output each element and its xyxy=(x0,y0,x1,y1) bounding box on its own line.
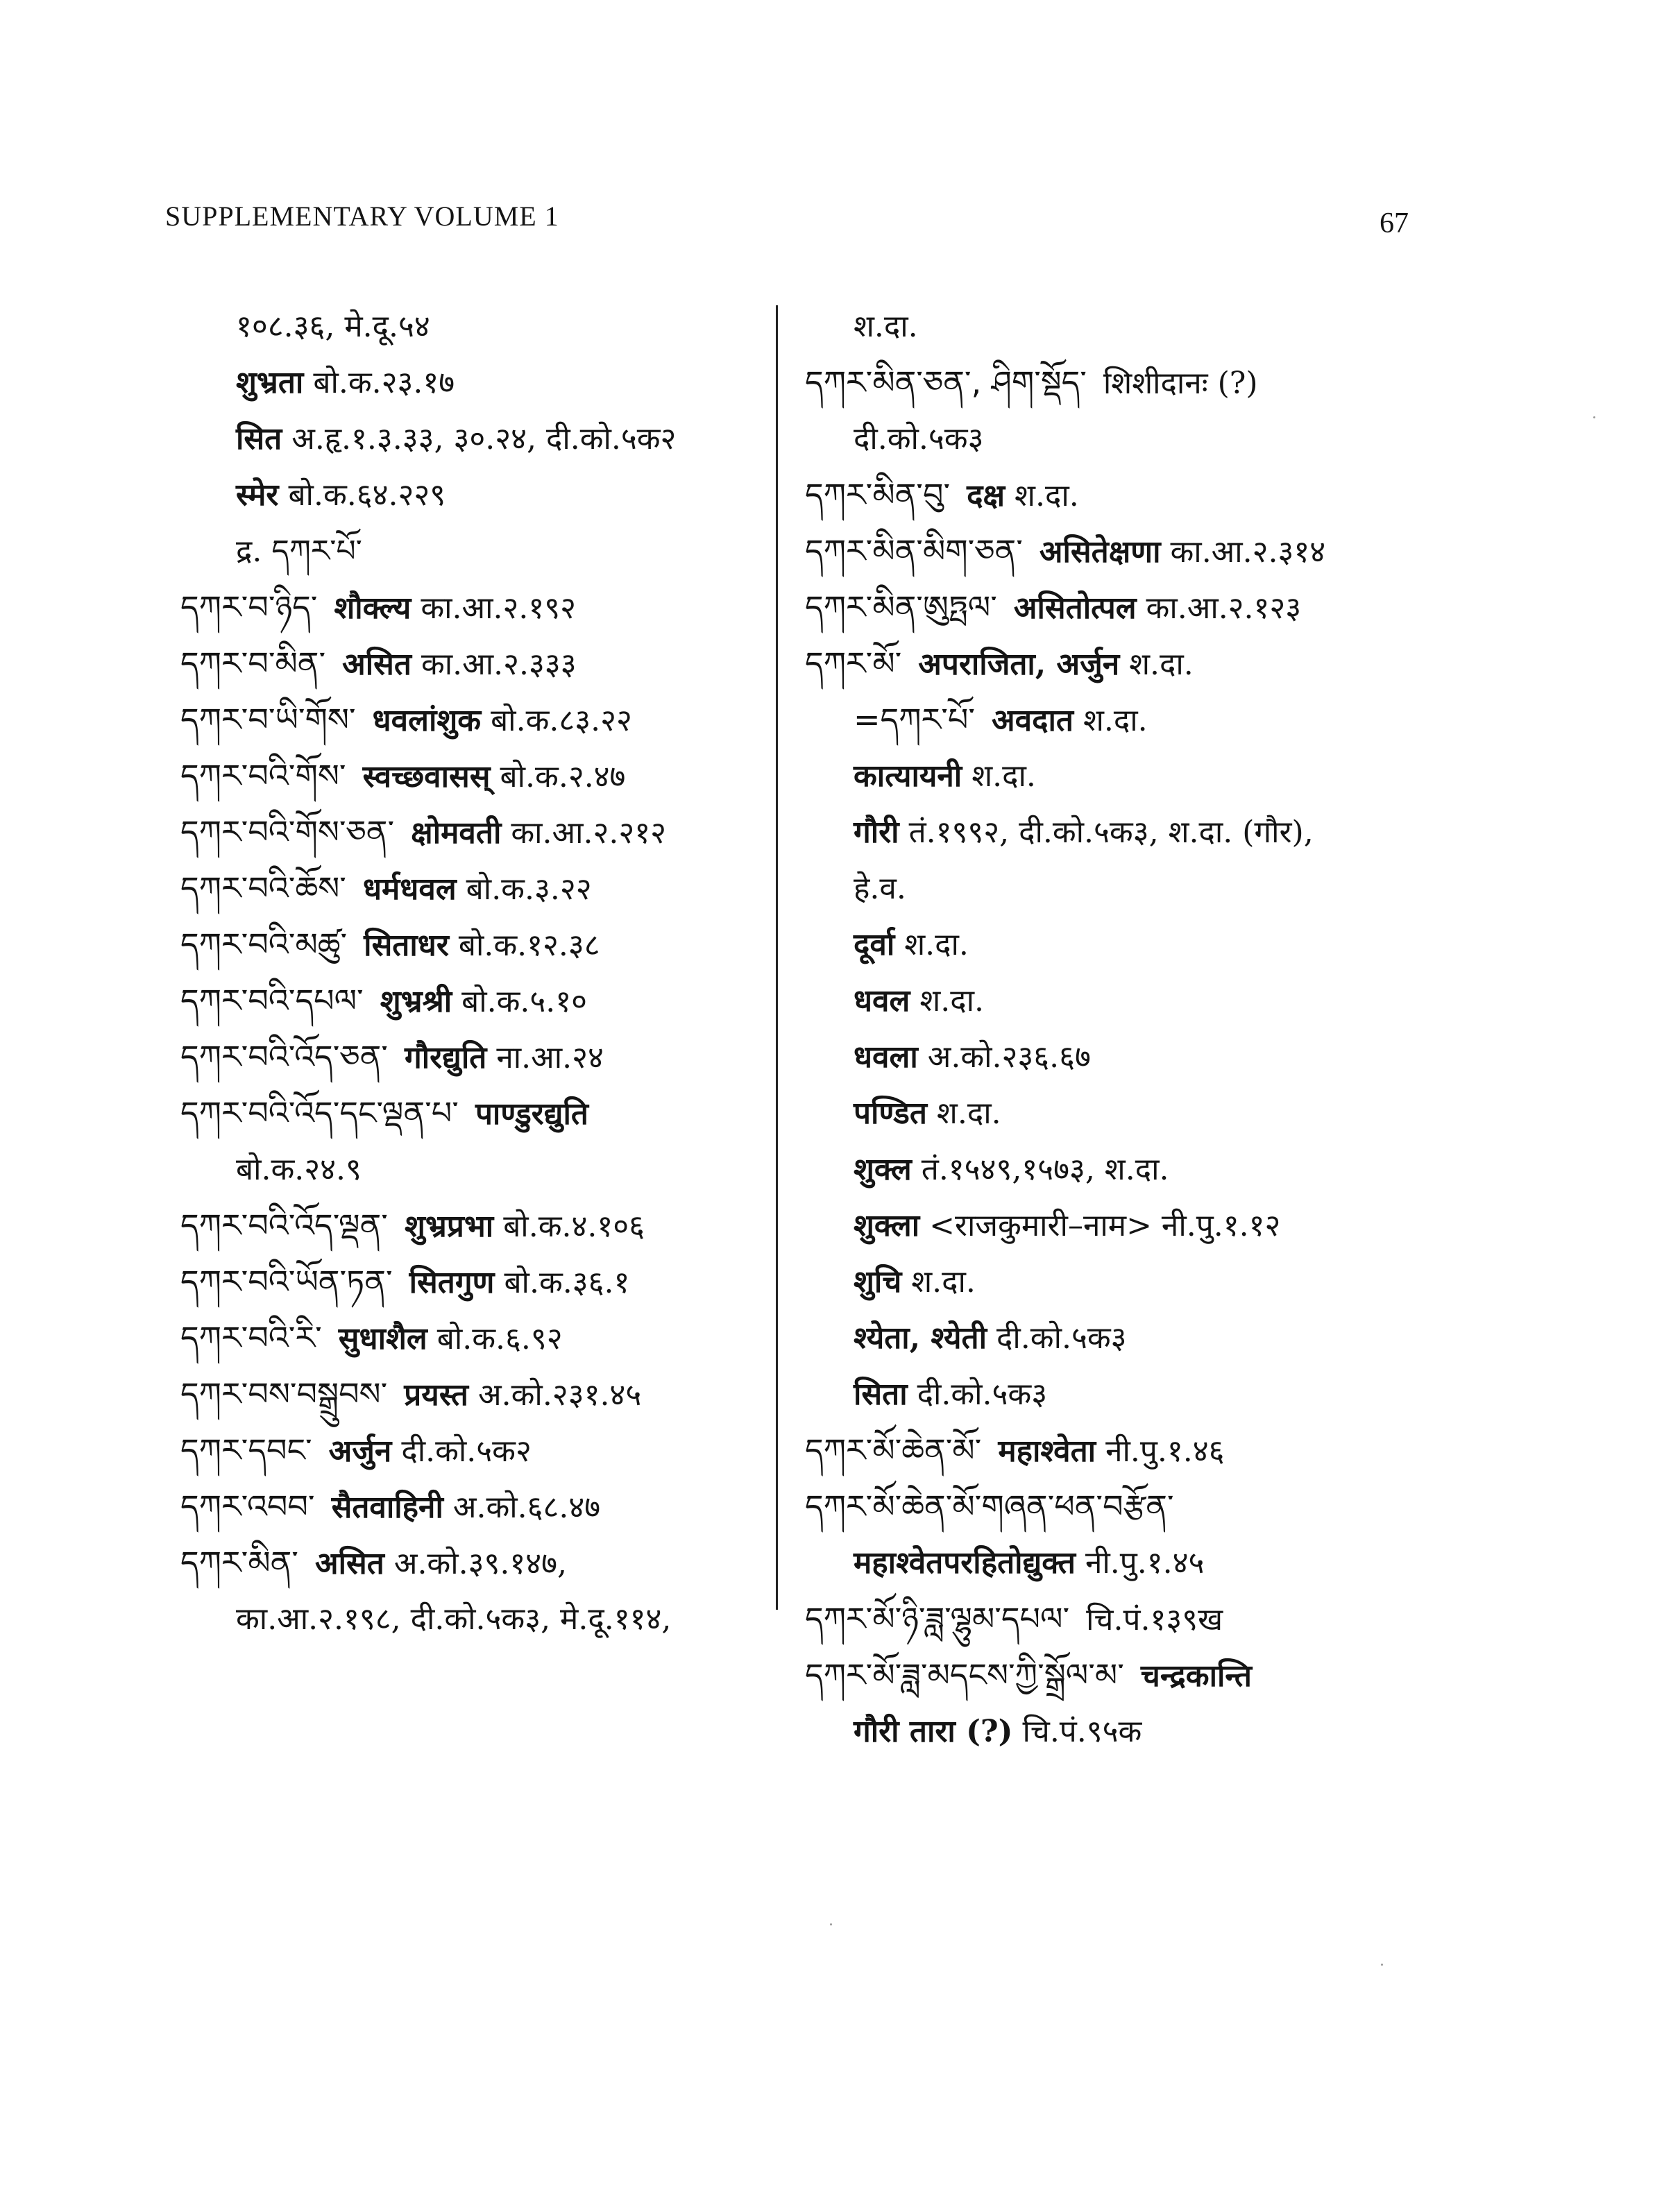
entry-line xyxy=(805,692,1429,748)
source-reference: <राजकुमारी–नाम> नी.पु.१.१२ xyxy=(929,1208,1281,1243)
tibetan-headword: དཀར་བ་མིན་ xyxy=(180,645,326,682)
source-reference: का.आ.२.३१४ xyxy=(1170,534,1326,570)
source-reference: का.आ.२.१२३ xyxy=(1146,590,1302,626)
source-reference: द्र. དཀར་པོ་ xyxy=(236,534,362,569)
tibetan-headword: དཀར་མོ་ཟླ་མདངས་ཀྱི་སྒྲོལ་མ་ xyxy=(805,1656,1124,1694)
entry-line xyxy=(180,298,777,355)
entry-line xyxy=(180,860,777,917)
sanskrit-term: धवल xyxy=(854,983,910,1019)
source-reference: चि.पं.१३९ख xyxy=(1086,1602,1223,1637)
source-reference: अ.को.२३६.६७ xyxy=(927,1039,1091,1075)
sanskrit-term: शुक्ल xyxy=(854,1152,912,1187)
entry-line xyxy=(180,467,777,523)
sanskrit-term: धर्मधवल xyxy=(362,871,457,907)
sanskrit-term: क्षोमवती xyxy=(411,815,502,851)
sanskrit-term: पाण्डुरद्युति xyxy=(475,1096,588,1132)
entry-line xyxy=(180,1029,777,1085)
entry-line xyxy=(805,1029,1429,1085)
tibetan-headword: དཀར་བའི་དཔལ་ xyxy=(180,982,364,1019)
entry-line xyxy=(180,1310,777,1366)
sanskrit-term: अपराजिता, अर्जुन xyxy=(918,647,1120,682)
tibetan-headword: དཀར་བས་བསྒྲུབས་ xyxy=(180,1375,388,1413)
entry-line xyxy=(805,1647,1429,1703)
sanskrit-term: कात्यायनी xyxy=(854,758,962,794)
source-reference: बो.क.१२.३८ xyxy=(458,928,600,963)
source-reference: दी.को.५क३ xyxy=(917,1377,1048,1412)
scan-speck xyxy=(1593,416,1595,418)
tibetan-headword: =དཀར་པོ་ xyxy=(854,701,976,738)
entry-line xyxy=(805,860,1429,917)
source-reference: दी.को.५क३ xyxy=(996,1320,1127,1356)
entry-line xyxy=(180,579,777,636)
tibetan-headword: དཀར་བའི་འོད་ལྡན་ xyxy=(180,1207,388,1244)
sanskrit-term: धवला xyxy=(854,1039,918,1075)
sanskrit-term: पण्डित xyxy=(854,1096,927,1131)
source-reference: बो.क.४.१०६ xyxy=(503,1209,645,1244)
source-reference: बो.क.२३.१७ xyxy=(313,365,455,400)
sanskrit-term: शुक्ला xyxy=(854,1208,920,1243)
entry-line xyxy=(805,748,1429,804)
source-reference: श.दा. xyxy=(1083,703,1148,738)
source-reference: श.दा. xyxy=(904,927,969,962)
source-reference: बो.क.२४.९ xyxy=(236,1152,362,1187)
sanskrit-term: असित xyxy=(314,1546,384,1581)
page-number: 67 xyxy=(1380,207,1409,239)
source-reference: अ.हृ.१.३.३३, ३०.२४, दी.को.५क२ xyxy=(291,421,677,457)
entry-line xyxy=(180,804,777,860)
sanskrit-term: असितेक्षणा xyxy=(1039,534,1161,570)
source-reference: हे.व. xyxy=(854,871,906,906)
source-reference: १०८.३६, मे.दू.५४ xyxy=(236,309,430,344)
entry-line xyxy=(805,1366,1429,1422)
entry-line xyxy=(805,1198,1429,1254)
source-reference: श.दा. xyxy=(936,1096,1001,1131)
sanskrit-term: सिताधर xyxy=(364,928,449,963)
tibetan-headword: དཀར་མིན་མིག་ཅན་ xyxy=(805,532,1023,570)
right-column xyxy=(805,298,1429,1760)
tibetan-headword: དཀར་བའི་ཡོན་ཏན་ xyxy=(180,1263,393,1300)
tibetan-headword: དཀར་བ་ཉིད་ xyxy=(180,588,318,626)
entry-line xyxy=(180,1479,777,1535)
sanskrit-term: सितगुण xyxy=(409,1265,495,1300)
left-column xyxy=(180,298,777,1647)
tibetan-headword: དཀར་བའི་འོད་ཅན་ xyxy=(180,1038,388,1075)
sanskrit-term: महाश्वेतपरहितोद्युक्त xyxy=(854,1545,1076,1581)
entry-line xyxy=(805,1479,1429,1535)
sanskrit-term: गौरद्युति xyxy=(404,1040,487,1075)
source-reference: श.दा. xyxy=(971,758,1036,794)
entry-line xyxy=(180,1366,777,1422)
sanskrit-term: धवलांशुक xyxy=(372,703,482,738)
scan-speck xyxy=(830,1923,832,1925)
sanskrit-term: गौरी तारा (?) xyxy=(854,1714,1013,1749)
sanskrit-term: सैतवाहिनी xyxy=(331,1490,443,1525)
source-reference: बो.क.६४.२२९ xyxy=(288,477,446,513)
entry-line xyxy=(180,748,777,804)
source-reference: तं.१५४९,१५७३, श.दा. xyxy=(921,1152,1169,1187)
sanskrit-term: दक्ष xyxy=(967,478,1006,513)
entry-line xyxy=(180,1198,777,1254)
entry-line xyxy=(180,523,777,579)
tibetan-headword: དཀར་མིན་ཅན་, ཤིག་སྡོད་ xyxy=(805,364,1087,401)
tibetan-headword: དཀར་མིན་བུ་ xyxy=(805,476,951,513)
source-reference: श.दा. xyxy=(911,1264,976,1300)
tibetan-headword: དཀར་མོ་ཆེན་མོ་ xyxy=(805,1431,982,1469)
source-reference: बो.क.६.९२ xyxy=(436,1321,563,1356)
tibetan-headword: དཀར་བའི་ཆོས་ xyxy=(180,869,346,907)
tibetan-headword: དཀར་མོ་ཆེན་མོ་གཞན་ཕན་བརྩོན་ xyxy=(805,1488,1174,1525)
source-reference: श.दा. xyxy=(919,983,985,1019)
sanskrit-term: स्मेर xyxy=(236,477,279,513)
entry-line xyxy=(805,973,1429,1029)
sanskrit-term: शुभ्रश्री xyxy=(380,984,452,1019)
entry-line xyxy=(805,1085,1429,1141)
entry-line xyxy=(180,1085,777,1141)
source-reference: अ.को.२३१.४५ xyxy=(478,1377,642,1413)
tibetan-headword: དཀར་མིན་ xyxy=(180,1544,298,1581)
entry-line xyxy=(805,1254,1429,1310)
sanskrit-term: असितोत्पल xyxy=(1013,590,1137,626)
source-reference: अ.को.६८.४७ xyxy=(452,1490,601,1525)
entry-line xyxy=(805,1310,1429,1366)
source-reference: बो.क.३.२२ xyxy=(466,871,592,907)
source-reference: नी.पु.१.४६ xyxy=(1105,1433,1225,1469)
source-reference: तं.१९९२, दी.को.५क३, श.दा. (गौर), xyxy=(908,815,1314,850)
entry-line xyxy=(805,298,1429,355)
entry-line xyxy=(180,1254,777,1310)
source-reference: ना.आ.२४ xyxy=(496,1040,604,1075)
entry-line xyxy=(805,411,1429,467)
source-reference: का.आ.२.१९२ xyxy=(421,590,576,626)
tibetan-headword: དཀར་དབང་ xyxy=(180,1431,312,1469)
entry-line xyxy=(180,1591,777,1647)
sanskrit-term: शुभ्रप्रभा xyxy=(404,1209,494,1244)
source-reference: शिशीदानः (?) xyxy=(1103,366,1258,401)
entry-line xyxy=(180,973,777,1029)
source-reference: चि.पं.९५क xyxy=(1022,1714,1142,1749)
sanskrit-term: सिता xyxy=(854,1377,908,1412)
source-reference: का.आ.२.२१२ xyxy=(511,815,666,851)
tibetan-headword: དཀར་བའི་འོད་དང་ལྡན་པ་ xyxy=(180,1094,459,1132)
entry-line xyxy=(805,355,1429,411)
tibetan-headword: དཀར་བའི་གོས་ xyxy=(180,757,346,794)
entry-line xyxy=(805,1422,1429,1479)
sanskrit-term: चन्द्रकान्ति xyxy=(1140,1658,1252,1694)
entry-line xyxy=(180,636,777,692)
tibetan-headword: དཀར་བའི་མཚུ་ xyxy=(180,926,348,963)
entry-line xyxy=(805,1591,1429,1647)
entry-line xyxy=(805,636,1429,692)
entry-line xyxy=(805,1535,1429,1591)
tibetan-headword: དཀར་མོ་ཉི་ཟླ་ལྷུམ་དཔལ་ xyxy=(805,1600,1070,1637)
tibetan-headword: དཀར་འབབ་ xyxy=(180,1488,315,1525)
tibetan-headword: དཀར་བའི་གོས་ཅན་ xyxy=(180,813,395,851)
source-reference: का.आ.२.१९८, दी.को.५क३, मे.दू.११४, xyxy=(236,1601,672,1637)
source-reference: बो.क.५.१० xyxy=(461,984,588,1019)
sanskrit-term: दूर्वा xyxy=(854,927,895,962)
entry-line xyxy=(180,355,777,411)
source-reference: का.आ.२.३३३ xyxy=(421,647,577,682)
entry-line xyxy=(180,692,777,748)
entry-line xyxy=(805,917,1429,973)
sanskrit-term: सित xyxy=(236,421,282,457)
sanskrit-term: सुधाशैल xyxy=(338,1321,427,1356)
entry-line xyxy=(805,523,1429,579)
sanskrit-term: अवदात xyxy=(992,703,1074,738)
sanskrit-term: असित xyxy=(342,647,411,682)
sanskrit-term: प्रयस्त xyxy=(404,1377,469,1413)
sanskrit-term: शौक्ल्य xyxy=(334,590,411,626)
sanskrit-term: स्वच्छवासस् xyxy=(362,759,491,794)
sanskrit-term: अर्जुन xyxy=(328,1433,392,1469)
source-reference: श.दा. xyxy=(1015,478,1079,513)
entry-line xyxy=(180,1422,777,1479)
entry-line xyxy=(805,579,1429,636)
scan-speck xyxy=(1381,1964,1383,1966)
sanskrit-term: महाश्वेता xyxy=(998,1433,1096,1469)
source-reference: नी.पु.१.४५ xyxy=(1085,1545,1205,1581)
source-reference: बो.क.३६.१ xyxy=(504,1265,630,1300)
source-reference: बो.क.२.४७ xyxy=(500,759,626,794)
source-reference: श.दा. xyxy=(1129,647,1194,682)
entry-line xyxy=(805,467,1429,523)
entry-line xyxy=(805,1703,1429,1760)
source-reference: श.दा. xyxy=(854,309,918,344)
source-reference: दी.को.५क३ xyxy=(854,421,984,457)
sanskrit-term: शुचि xyxy=(854,1264,902,1300)
tibetan-headword: དཀར་མིན་ཨུཏྤལ་ xyxy=(805,588,997,626)
source-reference: दी.को.५क२ xyxy=(401,1433,532,1469)
sanskrit-term: गौरी xyxy=(854,815,899,850)
tibetan-headword: དཀར་བ་ཡི་གོས་ xyxy=(180,701,356,738)
entry-line xyxy=(805,1141,1429,1198)
tibetan-headword: དཀར་མོ་ xyxy=(805,645,902,682)
entry-line xyxy=(180,917,777,973)
entry-line xyxy=(180,411,777,467)
entry-line xyxy=(180,1141,777,1198)
running-title: SUPPLEMENTARY VOLUME 1 xyxy=(165,201,559,232)
entry-line xyxy=(180,1535,777,1591)
source-reference: बो.क.८३.२२ xyxy=(491,703,632,738)
sanskrit-term: श्येता, श्येती xyxy=(854,1320,987,1356)
column-divider xyxy=(776,305,778,1610)
entry-line xyxy=(805,804,1429,860)
tibetan-headword: དཀར་བའི་རི་ xyxy=(180,1319,322,1356)
sanskrit-term: शुभ्रता xyxy=(236,365,304,400)
source-reference: अ.को.३९.१४७, xyxy=(393,1546,567,1581)
